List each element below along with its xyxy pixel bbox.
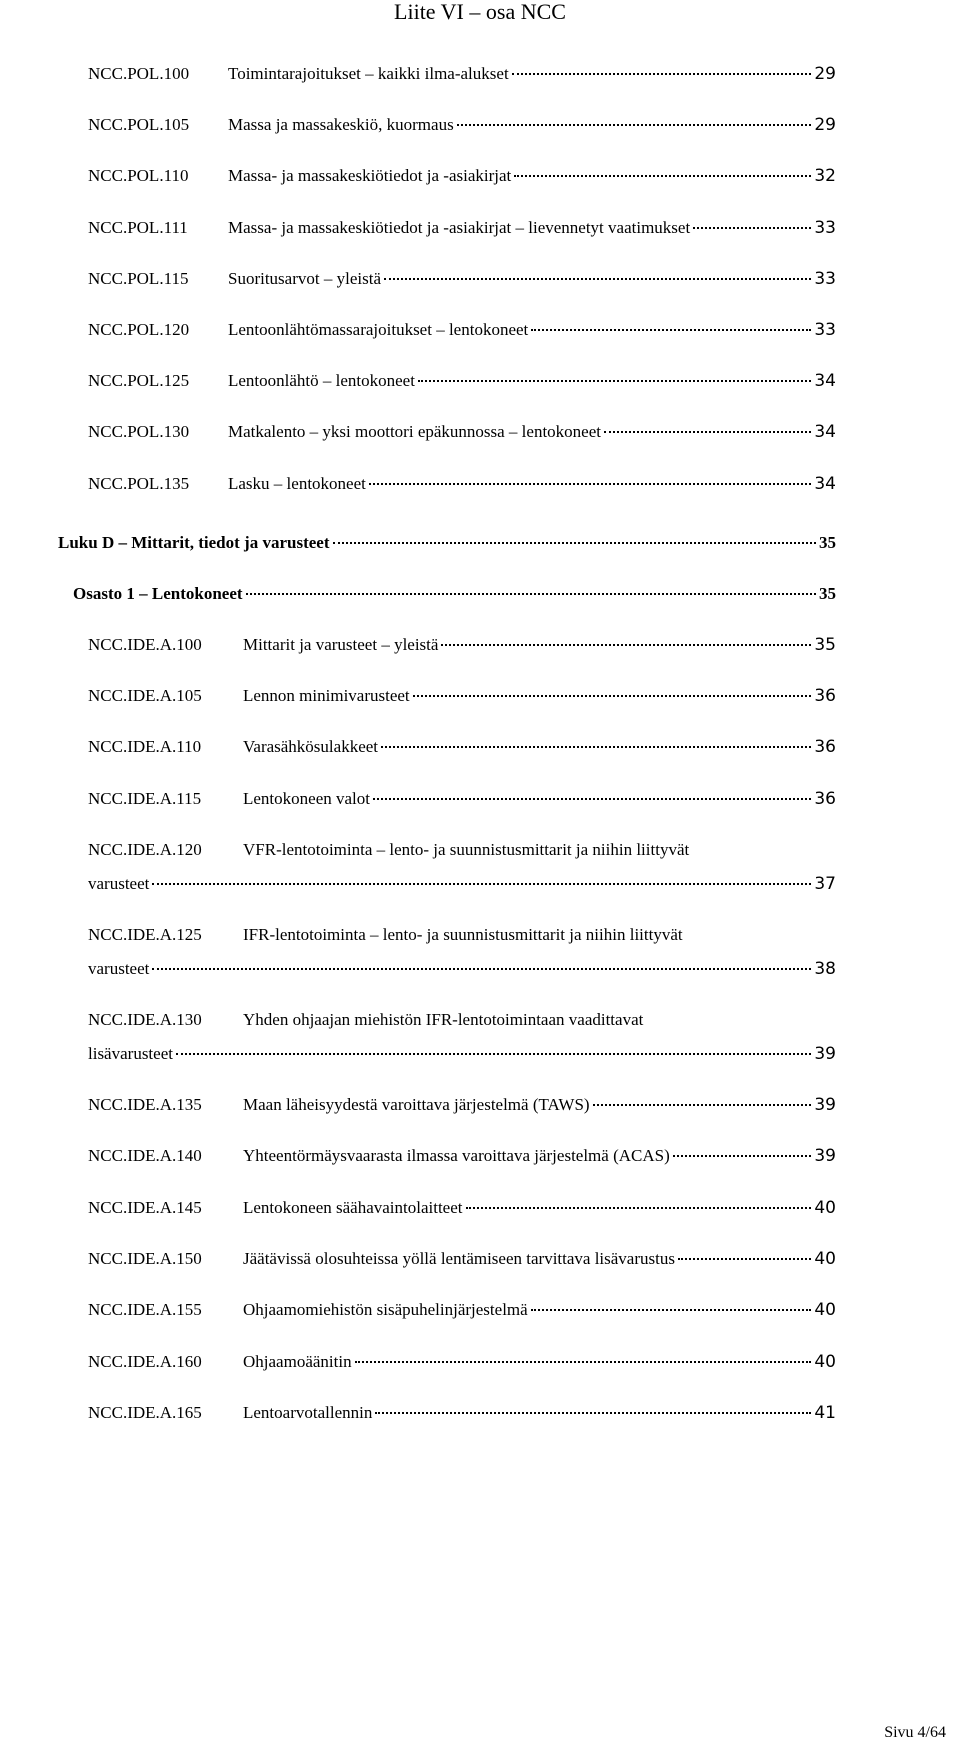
toc-entry[interactable] [88, 269, 836, 289]
entry-page: 29 [814, 115, 836, 136]
dot-leader [693, 224, 811, 229]
toc-entry[interactable] [88, 1352, 836, 1372]
entry-page: 40 [814, 1248, 836, 1269]
dot-leader [369, 480, 812, 485]
toc-entry[interactable] [88, 1249, 836, 1269]
entry-code: NCC.POL.100 [88, 64, 190, 83]
entry-page: 40 [814, 1300, 836, 1321]
dot-leader [333, 539, 817, 544]
entry-title: Suoritusarvot – yleistä [228, 268, 381, 288]
page-header: Liite VI – osa NCC [394, 0, 566, 24]
toc-entry[interactable] [88, 166, 836, 186]
entry-code: NCC.POL.115 [88, 268, 189, 288]
entry-title-continued: varusteet [88, 874, 150, 893]
entry-title: Lentoonlähtö – lentokoneet [228, 371, 415, 391]
entry-page: 33 [814, 320, 836, 340]
dot-leader [152, 880, 811, 885]
toc-entry[interactable] [88, 1403, 836, 1423]
dot-leader [604, 428, 811, 433]
chapter-page: 35 [819, 533, 836, 552]
toc-entry[interactable] [88, 474, 836, 494]
entry-title: IFR-lentotoiminta – lento- ja suunnistusmittarit ja niihin liittyvät [243, 925, 683, 944]
dot-leader [375, 1409, 811, 1414]
entry-title: Lentokoneen valot [243, 788, 370, 808]
entry-title: Lentoarvotallennin [243, 1402, 373, 1422]
entry-page: 37 [814, 874, 836, 894]
toc-entry[interactable] [88, 1010, 643, 1030]
entry-page: 39 [814, 1095, 836, 1115]
entry-page: 35 [814, 635, 836, 655]
entry-page: 39 [814, 1146, 836, 1167]
entry-page: 34 [814, 473, 836, 494]
entry-code: NCC.POL.110 [88, 166, 189, 186]
page-number: Sivu 4/64 [884, 1724, 946, 1741]
dot-leader [418, 377, 811, 382]
entry-code: NCC.IDE.A.140 [88, 1146, 202, 1166]
entry-title: Jäätävissä olosuhteissa yöllä lentämiseen tarvittava lisävarustus [243, 1248, 675, 1268]
toc-entry[interactable] [88, 1095, 836, 1115]
entry-code: NCC.IDE.A.155 [88, 1300, 202, 1320]
toc-entry[interactable] [88, 789, 836, 809]
dot-leader [531, 1306, 812, 1311]
section-title: Osasto 1 – Lentokoneet [73, 584, 243, 603]
toc-entry[interactable] [88, 1198, 836, 1218]
dot-leader [678, 1255, 811, 1260]
entry-title: Ohjaamoäänitin [243, 1351, 352, 1371]
entry-page: 33 [814, 268, 836, 289]
toc-entry[interactable] [88, 64, 836, 84]
entry-title: Varasähkösulakkeet [243, 737, 379, 757]
entry-code: NCC.POL.120 [88, 320, 190, 339]
toc-entry[interactable] [88, 686, 836, 706]
entry-title: Mittarit ja varusteet – yleistä [243, 635, 439, 654]
entry-code: NCC.IDE.A.115 [88, 788, 202, 808]
dot-leader [593, 1101, 812, 1106]
dot-leader [355, 1358, 812, 1363]
entry-title-continued: varusteet [88, 959, 150, 978]
dot-leader [466, 1204, 812, 1209]
entry-code: NCC.IDE.A.145 [88, 1197, 202, 1217]
entry-code: NCC.POL.125 [88, 371, 190, 391]
entry-code: NCC.IDE.A.160 [88, 1351, 202, 1371]
entry-page: 36 [814, 737, 836, 758]
entry-page: 33 [814, 217, 836, 238]
entry-title: Lentoonlähtömassarajoitukset – lentokoneet [228, 320, 529, 339]
entry-code: NCC.IDE.A.105 [88, 686, 202, 706]
dot-leader [381, 743, 811, 748]
toc-entry[interactable] [88, 218, 836, 238]
toc-entry[interactable] [73, 584, 836, 604]
entry-title: Lennon minimivarusteet [243, 686, 410, 706]
entry-page: 34 [814, 371, 836, 392]
entry-code: NCC.IDE.A.130 [88, 1010, 202, 1029]
dot-leader [514, 172, 811, 177]
entry-code: NCC.IDE.A.165 [88, 1402, 202, 1422]
entry-page: 36 [814, 686, 836, 707]
entry-page: 39 [814, 1044, 836, 1064]
entry-page: 32 [814, 166, 836, 187]
entry-code: NCC.POL.130 [88, 422, 190, 442]
toc-entry[interactable] [88, 115, 836, 135]
entry-title: Yhteentörmäysvaarasta ilmassa varoittava järjestelmä (ACAS) [243, 1146, 670, 1166]
toc-entry[interactable] [88, 1146, 836, 1166]
entry-title: Maan läheisyydestä varoittava järjestelmä (TAWS) [243, 1095, 590, 1114]
entry-page: 41 [814, 1402, 836, 1423]
toc-entry[interactable] [58, 533, 836, 553]
toc-entry[interactable] [88, 422, 836, 442]
entry-code: NCC.IDE.A.100 [88, 635, 202, 654]
dot-leader [176, 1050, 811, 1055]
toc-entry[interactable] [88, 840, 689, 860]
dot-leader [441, 641, 811, 646]
entry-title: Toimintarajoitukset – kaikki ilma-alukset [228, 64, 509, 83]
dot-leader [384, 275, 811, 280]
entry-title: Massa- ja massakeskiötiedot ja -asiakirjat [228, 166, 512, 186]
entry-code: NCC.IDE.A.150 [88, 1248, 202, 1268]
dot-leader [413, 692, 812, 697]
entry-title: Lasku – lentokoneet [228, 473, 366, 493]
entry-title: VFR-lentotoiminta – lento- ja suunnistusmittarit ja niihin liittyvät [243, 840, 690, 859]
entry-page: 29 [814, 64, 836, 84]
entry-title: Massa- ja massakeskiötiedot ja -asiakirjat – lievennetyt vaatimukset [228, 217, 691, 237]
entry-page: 34 [814, 422, 836, 443]
entry-page: 38 [814, 959, 836, 979]
entry-title-continued: lisävarusteet [88, 1044, 173, 1063]
dot-leader [373, 795, 811, 800]
section-page: 35 [819, 584, 836, 603]
toc-entry[interactable] [88, 959, 836, 979]
toc-entry[interactable] [88, 925, 683, 945]
chapter-title: Luku D – Mittarit, tiedot ja varusteet [58, 533, 330, 552]
dot-leader [673, 1152, 812, 1157]
toc-entry[interactable] [88, 1044, 836, 1064]
toc-entry[interactable] [88, 371, 836, 391]
entry-code: NCC.POL.111 [88, 217, 188, 237]
dot-leader [152, 965, 811, 970]
entry-page: 40 [814, 1197, 836, 1218]
entry-title: Matkalento – yksi moottori epäkunnossa – lentokoneet [228, 422, 601, 442]
entry-code: NCC.IDE.A.125 [88, 925, 202, 944]
entry-page: 36 [814, 788, 836, 809]
entry-title: Ohjaamomiehistön sisäpuhelinjärjestelmä [243, 1300, 528, 1320]
dot-leader [457, 121, 812, 126]
toc-entry[interactable] [88, 635, 836, 655]
entry-page: 40 [814, 1351, 836, 1372]
dot-leader [512, 70, 812, 75]
entry-code: NCC.POL.135 [88, 473, 190, 493]
entry-code: NCC.IDE.A.110 [88, 737, 202, 757]
entry-title: Lentokoneen säähavaintolaitteet [243, 1197, 463, 1217]
dot-leader [246, 590, 816, 595]
entry-title: Massa ja massakeskiö, kuormaus [228, 115, 454, 135]
entry-code: NCC.IDE.A.135 [88, 1095, 202, 1114]
toc-entry[interactable] [88, 320, 836, 340]
dot-leader [531, 326, 811, 331]
entry-code: NCC.POL.105 [88, 115, 190, 135]
entry-title: Yhden ohjaajan miehistön IFR-lentotoimintaan vaadittavat [243, 1010, 644, 1029]
toc-entry[interactable] [88, 874, 836, 894]
toc-entry[interactable] [88, 737, 836, 757]
toc-entry[interactable] [88, 1300, 836, 1320]
entry-code: NCC.IDE.A.120 [88, 840, 202, 859]
